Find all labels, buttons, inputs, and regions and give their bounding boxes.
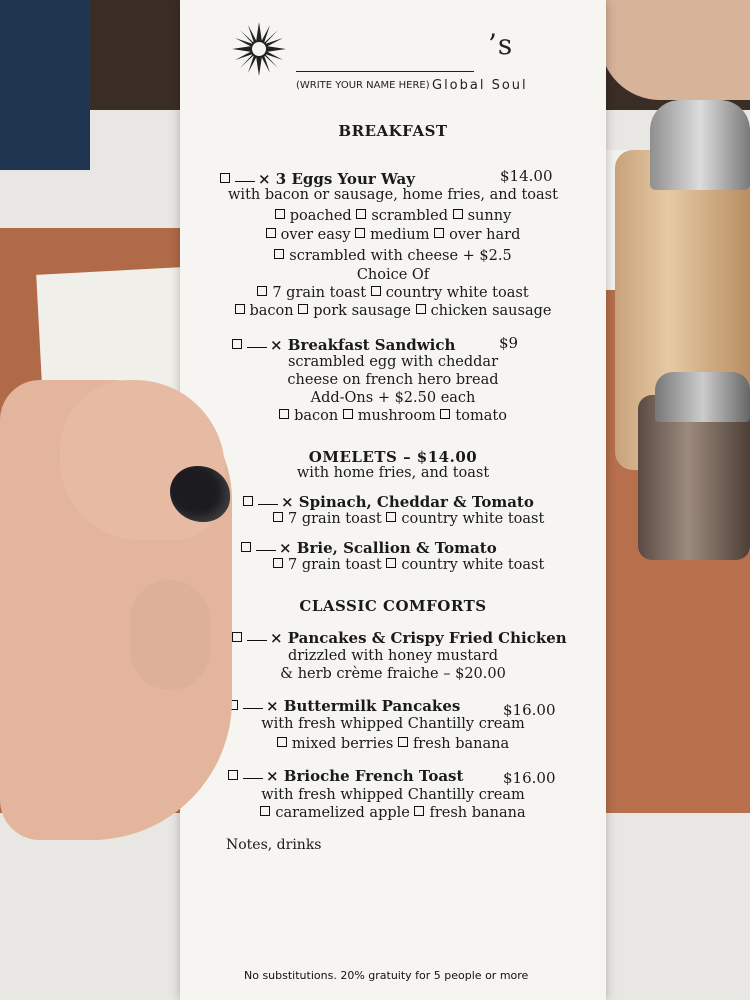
pancakes-desc: with fresh whipped Chantilly cream xyxy=(261,716,525,732)
checkbox-icon[interactable] xyxy=(232,632,242,642)
omelet-2-title: Brie, Scallion & Tomato xyxy=(296,539,497,557)
blue-sleeve xyxy=(0,0,90,170)
sandwich-price: $9 xyxy=(499,334,519,352)
checkbox-icon[interactable] xyxy=(266,228,276,238)
quantity-blank[interactable] xyxy=(235,181,255,182)
sugar-shaker-cap xyxy=(650,100,750,190)
sandwich-desc-2: cheese on french hero bread xyxy=(287,372,499,388)
checkbox-icon[interactable] xyxy=(235,304,245,314)
checkbox-icon[interactable] xyxy=(356,209,366,219)
french-toast-title: Brioche French Toast xyxy=(283,767,464,785)
eggs-order-line: × 3 Eggs Your Way xyxy=(220,170,415,188)
quantity-blank[interactable] xyxy=(247,347,267,348)
breakfast-heading: BREAKFAST xyxy=(338,122,448,140)
checkbox-icon[interactable] xyxy=(371,286,381,296)
checkbox-icon[interactable] xyxy=(243,496,253,506)
french-toast-options: caramelized apple fresh banana xyxy=(180,805,606,821)
choice-of-label: Choice Of xyxy=(356,267,430,283)
checkbox-icon[interactable] xyxy=(275,209,285,219)
checkbox-icon[interactable] xyxy=(228,770,238,780)
pepper-shaker-cap xyxy=(655,372,750,422)
sandwich-desc-1: scrambled egg with cheddar xyxy=(287,354,499,370)
pancakes-price: $16.00 xyxy=(503,701,556,719)
french-toast-price: $16.00 xyxy=(503,769,556,787)
quantity-blank[interactable] xyxy=(243,708,263,709)
pancakes-order-line: × Buttermilk Pancakes xyxy=(228,697,460,715)
chicken-title: Pancakes & Crispy Fried Chicken xyxy=(287,629,567,647)
checkbox-icon[interactable] xyxy=(440,409,450,419)
eggs-desc: with bacon or sausage, home fries, and toast xyxy=(228,187,558,203)
chicken-desc-1: drizzled with honey mustard xyxy=(287,648,499,664)
omelets-heading: OMELETS – $14.00 xyxy=(308,448,478,466)
checkbox-icon[interactable] xyxy=(279,409,289,419)
sandwich-order-line: × Breakfast Sandwich xyxy=(232,336,455,354)
omelet-1-title: Spinach, Cheddar & Tomato xyxy=(298,493,534,511)
name-write-line[interactable] xyxy=(296,71,474,72)
classic-comforts-heading: CLASSIC COMFORTS xyxy=(299,597,487,615)
checkbox-icon[interactable] xyxy=(414,806,424,816)
checkbox-icon[interactable] xyxy=(277,737,287,747)
chicken-order-line: × Pancakes & Crispy Fried Chicken xyxy=(232,629,567,647)
quantity-blank[interactable] xyxy=(243,778,263,779)
omelet-2-toast-options: 7 grain toast country white toast xyxy=(273,557,544,573)
checkbox-icon[interactable] xyxy=(386,558,396,568)
checkbox-icon[interactable] xyxy=(386,512,396,522)
checkbox-icon[interactable] xyxy=(434,228,444,238)
eggs-price: $14.00 xyxy=(500,167,553,185)
sandwich-addons: Add-Ons + $2.50 each xyxy=(310,390,476,406)
pancakes-options: mixed berries fresh banana xyxy=(180,736,606,752)
chicken-desc-2: & herb crème fraiche – $20.00 xyxy=(280,666,506,682)
checkbox-icon[interactable] xyxy=(416,304,426,314)
checkbox-icon[interactable] xyxy=(274,249,284,259)
checkbox-icon[interactable] xyxy=(260,806,270,816)
write-name-label: (WRITE YOUR NAME HERE) xyxy=(296,80,430,91)
checkbox-icon[interactable] xyxy=(232,339,242,349)
quantity-blank[interactable] xyxy=(247,640,267,641)
compass-star-icon xyxy=(232,22,286,76)
french-toast-desc: with fresh whipped Chantilly cream xyxy=(261,787,525,803)
eggs-cheese-option: scrambled with cheese + $2.5 xyxy=(180,248,606,264)
omelet-1-toast-options: 7 grain toast country white toast xyxy=(273,511,544,527)
checkbox-icon[interactable] xyxy=(273,558,283,568)
omelets-sub: with home fries, and toast xyxy=(296,465,490,481)
quantity-blank[interactable] xyxy=(256,550,276,551)
pancakes-title: Buttermilk Pancakes xyxy=(283,697,461,715)
checkbox-icon[interactable] xyxy=(298,304,308,314)
eggs-meat-options: bacon pork sausage chicken sausage xyxy=(180,303,606,319)
apostrophe-s: ’s xyxy=(488,28,514,61)
checkbox-icon[interactable] xyxy=(257,286,267,296)
sandwich-addon-options: bacon mushroom tomato xyxy=(180,408,606,424)
omelet-1-order-line: × Spinach, Cheddar & Tomato xyxy=(243,493,534,511)
checkbox-icon[interactable] xyxy=(220,173,230,183)
eggs-style-options-1: poached scrambled sunny xyxy=(180,208,606,224)
sandwich-title: Breakfast Sandwich xyxy=(287,336,456,354)
brand-name: Global Soul xyxy=(432,78,528,93)
notes-label[interactable]: Notes, drinks xyxy=(226,837,322,853)
eggs-toast-options: 7 grain toast country white toast xyxy=(180,285,606,301)
footer-note: No substitutions. 20% gratuity for 5 people or more xyxy=(244,969,529,982)
quantity-blank[interactable] xyxy=(258,504,278,505)
omelet-2-order-line: × Brie, Scallion & Tomato xyxy=(241,539,497,557)
person-hand-background xyxy=(600,0,750,100)
checkbox-icon[interactable] xyxy=(241,542,251,552)
french-toast-order-line: × Brioche French Toast xyxy=(228,767,463,785)
eggs-style-options-2: over easy medium over hard xyxy=(180,227,606,243)
checkbox-icon[interactable] xyxy=(453,209,463,219)
checkbox-icon[interactable] xyxy=(343,409,353,419)
checkbox-icon[interactable] xyxy=(273,512,283,522)
finger xyxy=(130,580,210,690)
checkbox-icon[interactable] xyxy=(355,228,365,238)
eggs-title: 3 Eggs Your Way xyxy=(275,170,415,188)
checkbox-icon[interactable] xyxy=(398,737,408,747)
